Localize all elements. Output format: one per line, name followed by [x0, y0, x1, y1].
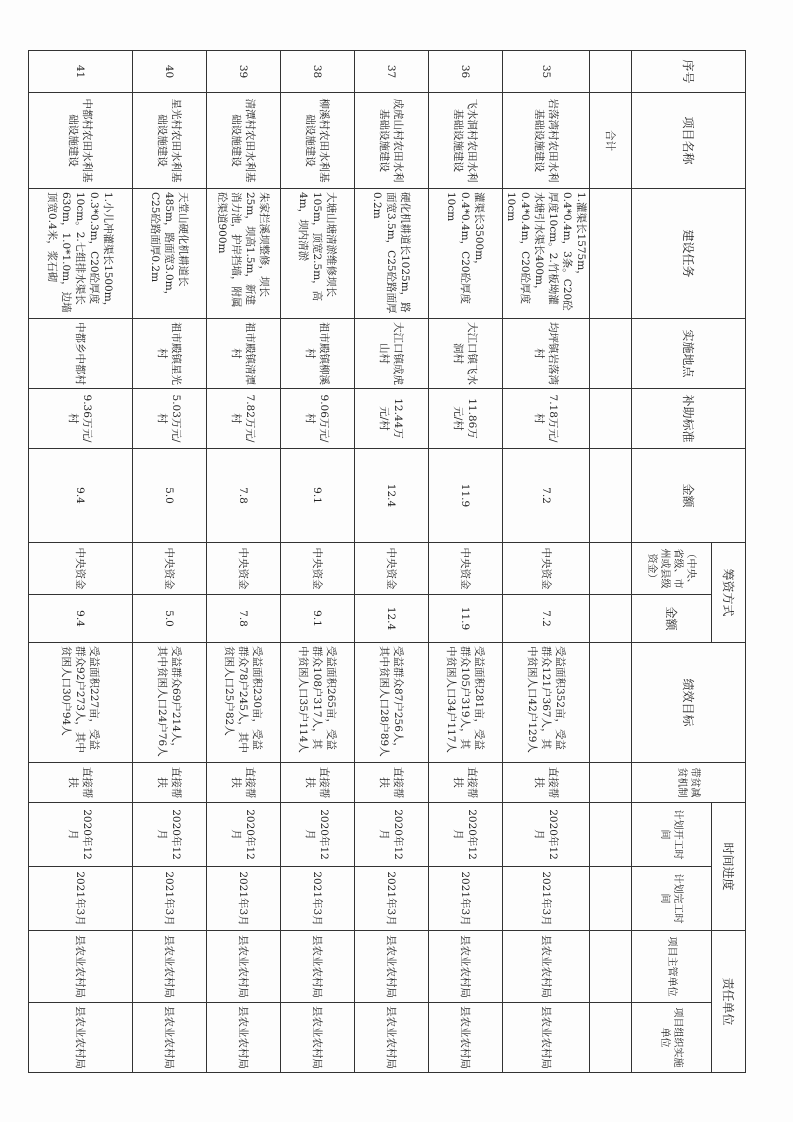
- row-goal: 受益面积265亩，受益群众108户317人，其中贫困人口35户114人: [281, 643, 355, 763]
- row-goal: 受益面积227亩，受益群众92户273人，其中贫困人口30户94人: [29, 643, 133, 763]
- row-funding-source: 中央资金: [281, 543, 355, 595]
- row-goal: 受益面积230亩，受益群众78户245人，其中贫困人口25户82人: [207, 643, 281, 763]
- row-funding-amount: 5.0: [133, 595, 207, 643]
- row-end: 2021年3月: [355, 867, 429, 931]
- row-seq: 35: [503, 51, 590, 93]
- header-goal: 绩效目标: [632, 643, 746, 763]
- row-location: 大江口镇成虎山村: [355, 319, 429, 389]
- row-funding-amount: 9.1: [281, 595, 355, 643]
- row-funding-amount: 7.8: [207, 595, 281, 643]
- header-amount: 金额: [632, 449, 746, 543]
- row-seq: 37: [355, 51, 429, 93]
- header-resp-group: 责任单位: [712, 931, 746, 1073]
- row-start: 2020年12月: [133, 803, 207, 867]
- row-mechanism: 直接帮扶: [29, 763, 133, 803]
- row-task: 朱家拦溪坝整修，坝长25m，坝高1.5m，新建消力池，护岸挡墙，附属砼渠道900m: [207, 189, 281, 319]
- row-funding-amount: 9.4: [29, 595, 133, 643]
- rotated-table-wrapper: [44, 50, 746, 1072]
- header-funding-source: （中央、省级、市州或县级资金）: [632, 543, 712, 595]
- row-goal: 受益群众69户214人，其中贫困人口24户76人: [133, 643, 207, 763]
- row-start: 2020年12月: [29, 803, 133, 867]
- row-mechanism: 直接帮扶: [281, 763, 355, 803]
- row-task: 1.灌渠长1575m，0.4*0.4m，3条。C20砼厚度10cm。2.竹板坳灌水塘引水渠长400m，0.4*0.4m，C20砼厚度10cm: [503, 189, 590, 319]
- row-end: 2021年3月: [429, 867, 503, 931]
- row-supervisor: 县农业农村局: [133, 931, 207, 1003]
- header-funding-amount: 金额: [632, 595, 712, 643]
- header-end: 计划完工时间: [632, 867, 712, 931]
- row-amount: 7.2: [503, 449, 590, 543]
- table-row: [281, 51, 355, 1073]
- row-task: 硬化机耕道长1025m，路面宽3.5m，C25砼路面厚0.2m: [355, 189, 429, 319]
- row-amount: 11.9: [429, 449, 503, 543]
- row-implementer: 县农业农村局: [281, 1003, 355, 1073]
- row-supervisor: 县农业农村局: [355, 931, 429, 1003]
- row-mechanism: 直接帮扶: [207, 763, 281, 803]
- row-supervisor: 县农业农村局: [207, 931, 281, 1003]
- row-name: 飞水洞村农田水利基础设施建设: [429, 93, 503, 189]
- row-implementer: 县农业农村局: [355, 1003, 429, 1073]
- row-supervisor: 县农业农村局: [29, 931, 133, 1003]
- row-start: 2020年12月: [207, 803, 281, 867]
- row-goal: 受益面积281亩，受益群众105户319人，其中贫困人口34户117人: [429, 643, 503, 763]
- row-standard: 12.44万元/村: [355, 389, 429, 449]
- row-standard: 7.18万元/村: [503, 389, 590, 449]
- row-funding-amount: 11.9: [429, 595, 503, 643]
- row-standard: 11.86万元/村: [429, 389, 503, 449]
- row-start: 2020年12月: [355, 803, 429, 867]
- row-funding-source: 中央资金: [503, 543, 590, 595]
- row-amount: 5.0: [133, 449, 207, 543]
- row-end: 2021年3月: [29, 867, 133, 931]
- header-standard: 补助标准: [632, 389, 746, 449]
- row-location: 祖市殿镇清潭村: [207, 319, 281, 389]
- row-funding-source: 中央资金: [429, 543, 503, 595]
- row-seq: 40: [133, 51, 207, 93]
- row-end: 2021年3月: [503, 867, 590, 931]
- row-start: 2020年12月: [503, 803, 590, 867]
- row-funding-source: 中央资金: [29, 543, 133, 595]
- row-goal: 受益群众87户256人，其中贫困人口28户89人: [355, 643, 429, 763]
- table-row: [29, 51, 133, 1073]
- table-row: [429, 51, 503, 1073]
- row-amount: 7.8: [207, 449, 281, 543]
- row-funding-source: 中央资金: [133, 543, 207, 595]
- row-implementer: 县农业农村局: [29, 1003, 133, 1073]
- row-location: 祖市殿镇柳溪村: [281, 319, 355, 389]
- row-location: 大江口镇飞水洞村: [429, 319, 503, 389]
- row-funding-amount: 7.2: [503, 595, 590, 643]
- row-name: 中都村农田水利基础设施建设: [29, 93, 133, 189]
- header-location: 实施地点: [632, 319, 746, 389]
- row-standard: 7.82万元/村: [207, 389, 281, 449]
- row-implementer: 县农业农村局: [429, 1003, 503, 1073]
- row-mechanism: 直接帮扶: [355, 763, 429, 803]
- table-row: [207, 51, 281, 1073]
- header-name: 项目名称: [632, 93, 746, 189]
- header-mechanism: 带贫减贫机制: [632, 763, 746, 803]
- total-label: 合计: [590, 93, 632, 189]
- header-schedule-group: 时间进度: [712, 803, 746, 931]
- row-task: 1.小儿冲灌渠长1500m，0.3*0.3m，C20砼厚度10cm。2.七组排水渠长630m，1.0*1.0m，边墙顶宽0.4米，浆石砌: [29, 189, 133, 319]
- row-start: 2020年12月: [281, 803, 355, 867]
- row-implementer: 县农业农村局: [133, 1003, 207, 1073]
- row-standard: 9.06万元/村: [281, 389, 355, 449]
- row-implementer: 县农业农村局: [207, 1003, 281, 1073]
- total-row: [590, 51, 632, 1073]
- row-end: 2021年3月: [281, 867, 355, 931]
- row-supervisor: 县农业农村局: [281, 931, 355, 1003]
- header-start: 计划开工时间: [632, 803, 712, 867]
- table-row: [133, 51, 207, 1073]
- header-seq: 序号: [632, 51, 746, 93]
- row-name: 清潭村农田水利基础设施建设: [207, 93, 281, 189]
- row-name: 柳溪村农田水利基础设施建设: [281, 93, 355, 189]
- row-seq: 38: [281, 51, 355, 93]
- row-amount: 9.1: [281, 449, 355, 543]
- row-location: 均坪镇岩落湾村: [503, 319, 590, 389]
- row-standard: 5.03万元/村: [133, 389, 207, 449]
- row-funding-amount: 12.4: [355, 595, 429, 643]
- row-mechanism: 直接帮扶: [503, 763, 590, 803]
- row-task: 大塘山塘清淤维修坝长105m，顶宽2.5m，高4m，坝内清淤: [281, 189, 355, 319]
- row-end: 2021年3月: [207, 867, 281, 931]
- row-supervisor: 县农业农村局: [503, 931, 590, 1003]
- row-start: 2020年12月: [429, 803, 503, 867]
- row-name: 岩落湾村农田水利基础设施建设: [503, 93, 590, 189]
- row-end: 2021年3月: [133, 867, 207, 931]
- table-row: [355, 51, 429, 1073]
- row-location: 中都乡中都村: [29, 319, 133, 389]
- table-row: [503, 51, 590, 1073]
- header-task: 建设任务: [632, 189, 746, 319]
- row-seq: 39: [207, 51, 281, 93]
- row-standard: 9.36万元/村: [29, 389, 133, 449]
- row-mechanism: 直接帮扶: [429, 763, 503, 803]
- row-amount: 12.4: [355, 449, 429, 543]
- row-task: 天堂山硬化机耕道长485m，路面宽3.0m，C25砼路面厚0.2m: [133, 189, 207, 319]
- row-goal: 受益面积352亩，受益群众121户367人，其中贫困人口42户129人: [503, 643, 590, 763]
- row-supervisor: 县农业农村局: [429, 931, 503, 1003]
- header-supervisor: 项目主管单位: [632, 931, 712, 1003]
- row-name: 星光村农田水利基础设施建设: [133, 93, 207, 189]
- row-funding-source: 中央资金: [355, 543, 429, 595]
- row-funding-source: 中央资金: [207, 543, 281, 595]
- row-seq: 36: [429, 51, 503, 93]
- row-amount: 9.4: [29, 449, 133, 543]
- row-mechanism: 直接帮扶: [133, 763, 207, 803]
- row-location: 祖市殿镇星光村: [133, 319, 207, 389]
- project-table: [28, 50, 746, 1073]
- row-seq: 41: [29, 51, 133, 93]
- header-implementer: 项目组织实施单位: [632, 1003, 712, 1073]
- row-name: 成虎山村农田水利基础设施建设: [355, 93, 429, 189]
- header-funding-group: 筹资方式: [712, 543, 746, 643]
- row-task: 灌渠长3500m，0.4*0.4m，C20砼厚度10cm: [429, 189, 503, 319]
- row-implementer: 县农业农村局: [503, 1003, 590, 1073]
